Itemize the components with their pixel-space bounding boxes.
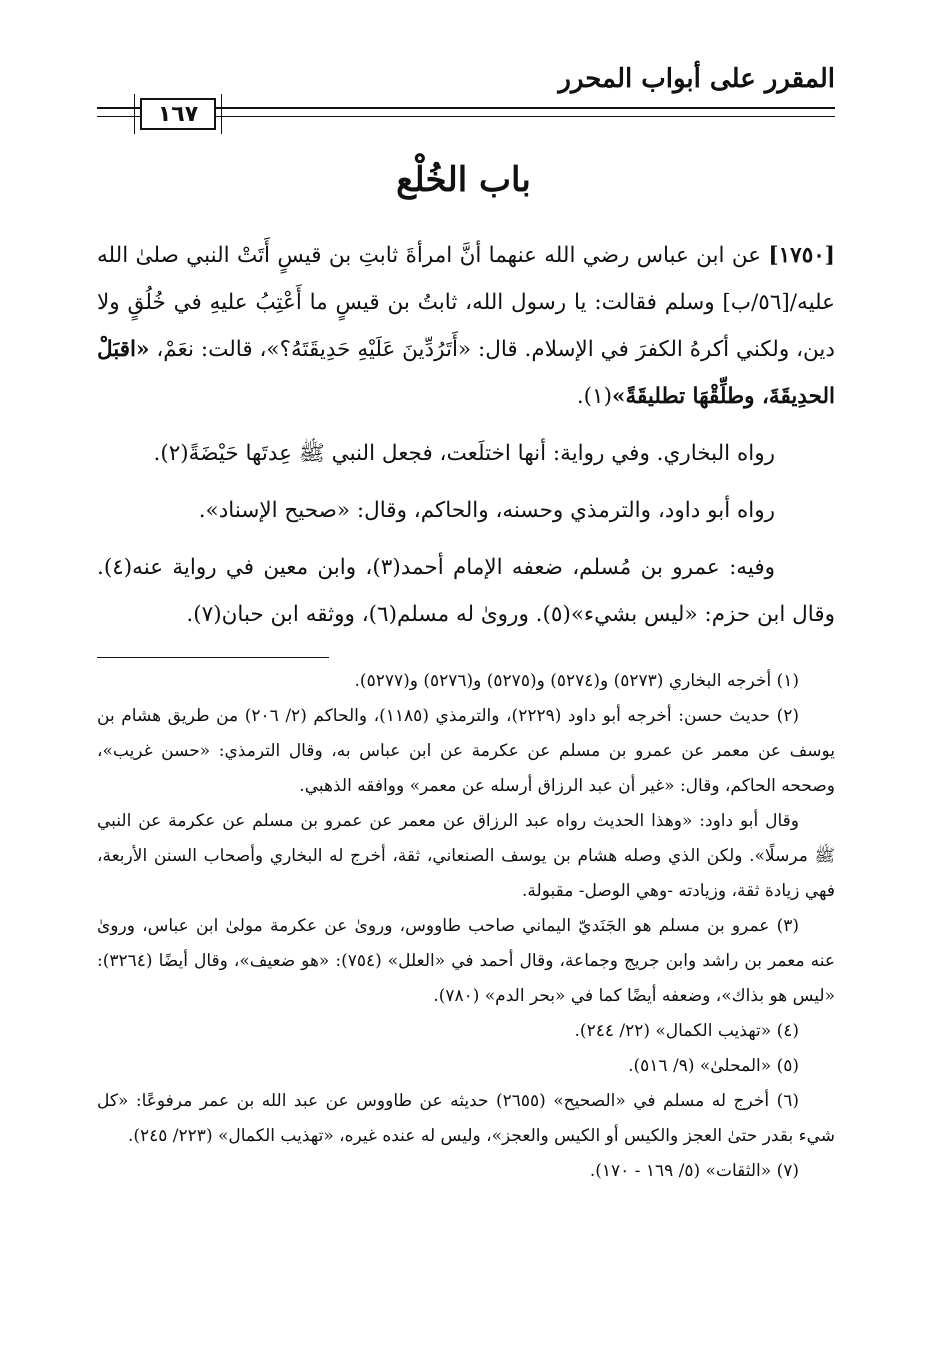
commentary-paragraph [97, 487, 835, 534]
footnote: (٢) حديث حسن: أخرجه أبو داود (٢٢٢٩)، والترمذي (١١٨٥)، والحاكم (٢/ ٢٠٦) من طريق هشام بن يوسف عن معمر عن عمرو بن مسلم عن عكرمة عن ابن عباس به، وقال الترمذي: «حسن غريب»، وصححه الحاكم، وقال: «غير أن عبد الرزاق أرسله عن معمر» ووافقه الذهبي. [97, 706, 835, 796]
footnotes [97, 664, 835, 1189]
page-number: ١٦٧ [140, 98, 216, 130]
footnote: (٤) «تهذيب الكمال» (٢٢/ ٢٤٤). [574, 1021, 799, 1041]
commentary-text: وفيه: عمرو بن مُسلم، ضعفه الإمام أحمد(٣)، وابن معين في رواية عنه(٤). وقال ابن حزم: «ليس بشيء»(٥). وروىٰ له مسلم(٦)، ووثقه ابن حبان(٧). [97, 555, 835, 627]
footnote: (٥) «المحلىٰ» (٩/ ٥١٦). [628, 1056, 799, 1076]
commentary-text: رواه البخاري. وفي رواية: أنها اختلَعت، فجعل النبي ﷺ عِدتَها حَيْضَةً(٢). [153, 441, 775, 466]
footnote: (١) أخرجه البخاري (٥٢٧٣) و(٥٢٧٤) و(٥٢٧٥) و(٥٢٧٦) و(٥٢٧٧). [354, 671, 799, 691]
commentary-paragraph [97, 544, 835, 638]
footnote-rule [97, 657, 329, 658]
hadith-text: عن ابن عباس رضي الله عنهما أنَّ امرأةَ ثابتِ بن قيسٍ أَتَتْ النبي صلىٰ الله عليه/[٥٦/ب] وسلم فقالت: يا رسول الله، ثابتُ بن قيسٍ ما أَعْتِبُ عليهِ في خُلُقٍ ولا دين، ولكني أكرهُ الكفرَ في الإسلام. قال: «أَتَرُدِّينَ عَلَيْهِ حَدِيقَتَهُ؟»، قالت: نعَمْ، [97, 243, 835, 362]
footnote: وقال أبو داود: «وهذا الحديث رواه عبد الرزاق عن معمر عن عمرو بن مسلم عن عكرمة عن النبي ﷺ مرسلًا». ولكن الذي وصله هشام بن يوسف الصنعاني، ثقة، أخرج له البخاري وأصحاب السنن الأربعة، فهي زيادة ثقة، وزيادته -وهي الوصل- مقبولة. [97, 811, 835, 901]
footnote: (٧) «الثقات» (٥/ ١٦٩ - ١٧٠). [589, 1161, 799, 1181]
hadith-tail: (١). [576, 384, 612, 409]
hadith-number: [١٧٥٠] [768, 243, 835, 268]
hadith-quote: «اقبَلْ الحدِيقَةَ، وطلِّقْهَا تطليقَةً» [97, 337, 835, 409]
commentary-paragraph [97, 430, 835, 477]
footnote: (٦) أخرج له مسلم في «الصحيح» (٢٦٥٥) حديثه عن طاووس عن عبد الله بن عمر مرفوعًا: «كل شيء بقدر حتىٰ العجز والكيس أو الكيس والعجز»، وليس له عنده غيره، «تهذيب الكمال» (٢٢٣/ ٢٤٥). [97, 1091, 835, 1146]
running-title: المقرر على أبواب المحرر [558, 64, 835, 94]
commentary-text: رواه أبو داود، والترمذي وحسنه، والحاكم، وقال: «صحيح الإسناد». [198, 498, 775, 523]
chapter-title: باب الخُلْع [396, 160, 531, 200]
hadith-paragraph [97, 232, 835, 420]
footnote: (٣) عمرو بن مسلم هو الجَنَديّ اليماني صاحب طاووس، وروىٰ عن عكرمة مولىٰ ابن عباس، وروىٰ عنه معمر بن راشد وابن جريج وجماعة، وقال أحمد في «العلل» (٧٥٤): «هو ضعيف»، وقال أيضًا (٣٢٦٤): «ليس هو بذاك»، وضعفه أيضًا كما في «بحر الدم» (٧٨٠). [97, 916, 835, 1006]
main-text [97, 232, 835, 638]
